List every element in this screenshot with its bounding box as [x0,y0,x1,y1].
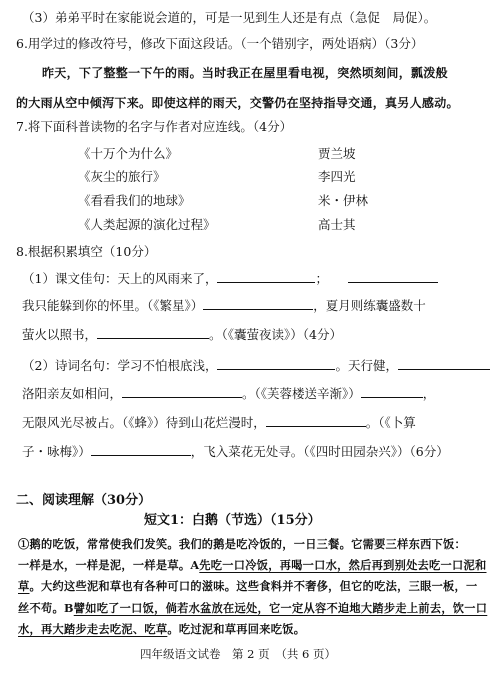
q8-line-3 [22,326,342,343]
passage-line-3 [18,578,478,594]
q8-line-2-text-b: ，夏月则练囊盛数十 [313,298,426,313]
passage-line-5 [18,621,305,637]
q8-line-4-text: （2）诗词名句：学习不怕根底浅， [22,358,218,373]
passage-line-4-text: 丝不苟。B [18,601,74,615]
answer-blank-4[interactable] [97,326,209,339]
answer-blank-7[interactable] [122,385,242,398]
answer-blank-6[interactable] [398,357,490,370]
q8-line-1-sep: ； [315,271,328,286]
passage-1-title: 短文1：白鹅（节选）（15分） [144,513,321,528]
underlined-sentence-a-end: 草 [18,579,30,593]
section-2-heading: 二、阅读理解（30分） [16,493,152,508]
passage-line-3-text: 。大约这些泥和草也有各种可口的滋味。这些食料并不奢侈，但它的吃法，三眼一板，一 [29,579,478,593]
answer-blank-5[interactable] [217,357,335,370]
q7-title: 7.将下面科普读物的名字与作者对应连线。（4分） [16,119,293,134]
q8-line-7-text-b: ，飞入菜花无处寻。（《四时田园杂兴》）（6分） [190,444,449,459]
underlined-sentence-b-end: 水，再大踏步走去吃泥、吃草 [18,622,168,636]
underlined-sentence-b: 譬如吃了一口饭，倘若水盆放在远处，它一定从容不迫地大踏步走上前去，饮一口 [73,601,488,615]
q8-title: 8.根据积累填空（10分） [16,244,157,259]
q3-line: （3）弟弟平时在家能说会道的，可是一见到生人还是有点（急促 局促）。 [22,10,437,25]
answer-blank-9[interactable] [266,414,366,427]
q8-line-3-text-b: 。（《囊萤夜读》）（4分） [209,327,342,342]
answer-blank-1[interactable] [217,270,315,283]
q8-line-3-text: 萤火以照书， [22,327,98,342]
q7-book-3: 《看看我们的地球》 [78,193,191,208]
answer-blank-2[interactable] [348,270,438,283]
q7-author-1: 贾兰坡 [318,146,356,161]
q8-line-6-text: 无限风光尽被占。（《蜂》）待到山花烂漫时， [22,415,266,430]
q8-line-4-text-b: 。天行健， [335,358,398,373]
q8-line-2 [22,297,426,314]
underlined-sentence-a: 先吃一口冷饭，再喝一口水，然后再到别处去吃一口泥和 [199,558,487,572]
q8-line-7-text: 子・咏梅》） [22,444,91,459]
q7-book-4: 《人类起源的演化过程》 [78,217,216,232]
answer-blank-10[interactable] [91,443,191,456]
q8-line-6-text-b: 。（《卜算 [365,415,416,430]
q7-author-3: 米・伊林 [318,193,369,208]
q6-title: 6.用学过的修改符号，修改下面这段话。（一个错别字，两处语病）（3分） [16,36,424,51]
passage-line-4 [18,600,487,616]
q8-line-1-text: （1）课文佳句：天上的风雨来了， [22,271,218,286]
passage-line-2 [18,557,487,573]
q8-line-5-comma: ， [422,386,436,401]
q7-author-2: 李四光 [318,169,356,184]
q8-line-6 [22,414,416,431]
q7-author-4: 高士其 [318,217,356,232]
q8-line-4 [22,357,490,374]
q8-line-5 [22,385,435,402]
q7-book-1: 《十万个为什么》 [78,146,179,161]
q8-line-5-text-b: 。（《芙蓉楼送辛渐》） [242,386,361,401]
q8-line-1 [22,270,438,287]
passage-line-5-text: 。吃过泥和草再回来吃饭。 [167,622,306,636]
answer-blank-3[interactable] [203,297,313,310]
passage-line-1: ①鹅的吃饭，常常使我们发笑。我们的鹅是吃冷饭的，一日三餐。它需要三样东西下饭： [18,537,467,551]
q8-line-5-text: 洛阳亲友如相问， [22,386,123,401]
q6-passage-line-2: 的大雨从空中倾泻下来。即使这样的雨天，交警仍在坚持指导交通，真另人感动。 [16,96,459,110]
q7-book-2: 《灰尘的旅行》 [78,169,166,184]
q6-passage-line-1: 昨天，下了整整一下午的雨。当时我正在屋里看电视，突然顷刻间，瓢泼般 [42,66,448,80]
q8-line-7 [22,443,449,460]
answer-blank-8[interactable] [361,385,423,398]
passage-line-2-text: 一样是水，一样是泥，一样是草。A [18,558,200,572]
page-footer: 四年级语文试卷 第 2 页 （共 6 页） [140,647,337,661]
q8-line-2-text: 我只能躲到你的怀里。（《繁星》） [22,298,204,313]
